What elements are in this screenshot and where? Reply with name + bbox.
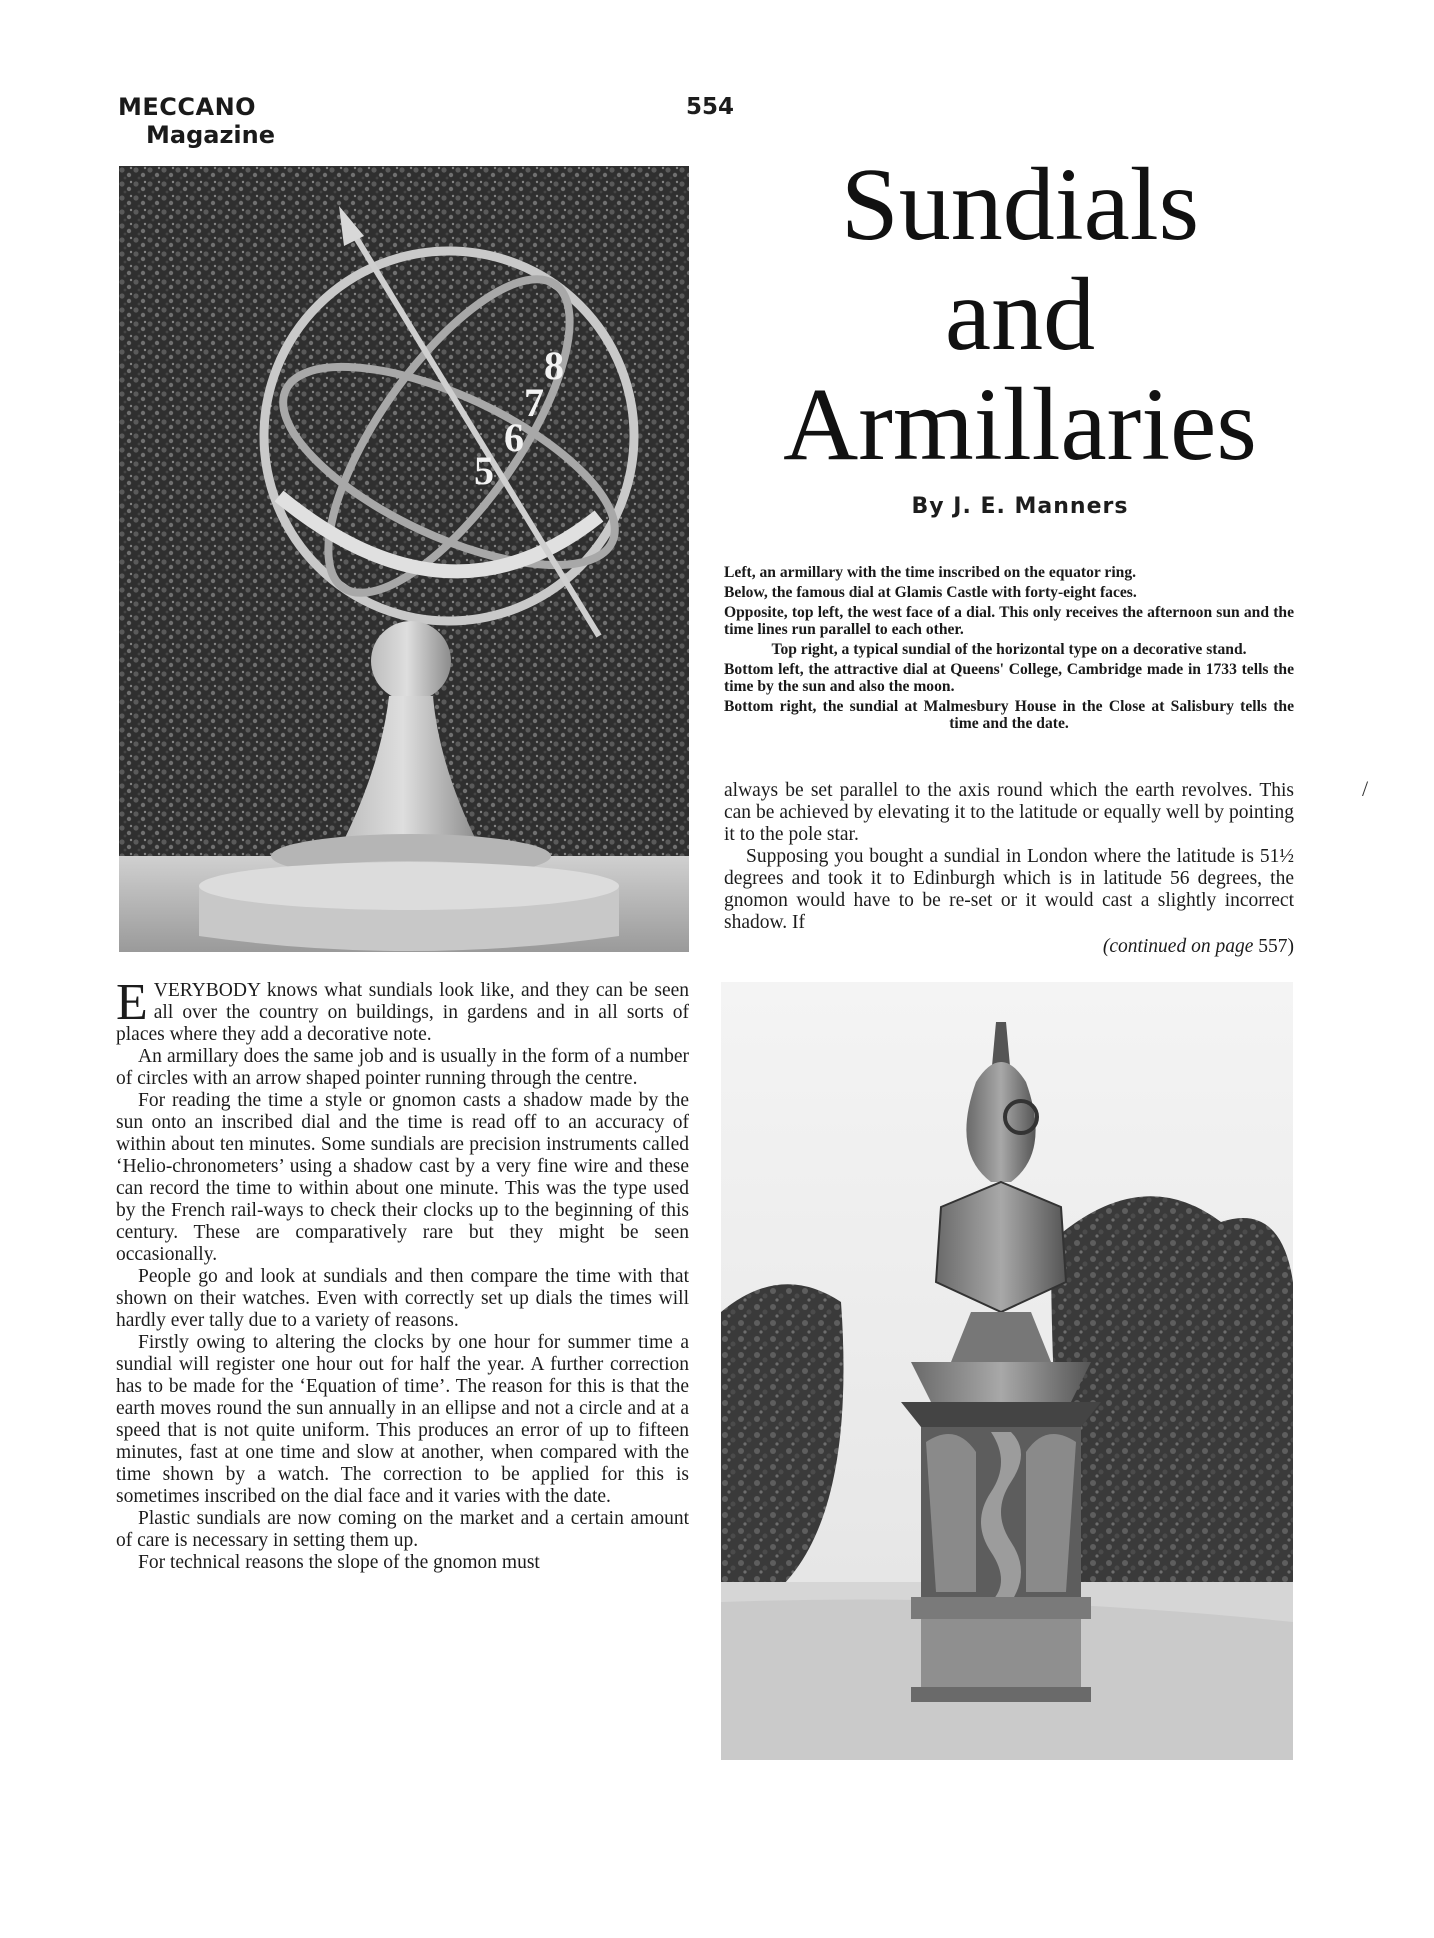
body-paragraph: Firstly owing to altering the clocks by one hour for summer time a sundial will register one hour out for half the year. A further correction has to be made for the ‘Equation of time’. The reason for this is that the earth moves round the sun annually in an ellipse and not a circle and at a speed that is not quite uniform. This produces an error of up to fifteen minutes, fast at one time and slow at another, when compared with the time shown by a watch. The correction to be applied for this is sometimes inscribed on the dial face and it varies with the date. [116,1332,689,1507]
margin-mark: / [1362,776,1369,801]
caption-line: Below, the famous dial at Glamis Castle with forty-eight faces. [724,584,1137,601]
drop-cap: E [116,974,148,1031]
body-paragraph [116,974,689,1046]
body-paragraph: People go and look at sundials and then compare the time with that shown on their watches. Even with correctly set up dials the times will hardly ever tally due to a variety of reasons. [116,1266,689,1331]
caption-line: Bottom left, the attractive dial at Queens' College, Cambridge made in 1733 tells the time by the sun and also the moon. [724,661,1294,695]
article-body-left-column [116,974,689,1574]
paragraph-text: VERYBODY knows what sundials look like, and they can be seen all over the country on buildings, in gardens and in all sorts of places where they add a decorative note. [116,980,689,1045]
continued-page: 557) [1258,936,1294,957]
ring-number: 6 [504,415,524,460]
title-line: Armillaries [783,367,1257,482]
continued-note [724,936,1294,958]
title-line: Sundials [840,147,1200,262]
body-paragraph: Supposing you bought a sundial in London where the latitude is 51½ degrees and took it to Edinburgh which is in latitude 56 degrees, the gnomon would have to be re-set or it would cast a slightly incorrect shadow. If [724,846,1294,933]
article-body-right-column [724,780,1294,958]
body-paragraph: Plastic sundials are now coming on the market and a certain amount of care is necessary in setting them up. [116,1508,689,1551]
glamis-dial-photo [721,982,1293,1760]
ring-number: 8 [544,343,564,388]
ring-number: 5 [474,448,494,493]
caption-line: Bottom right, the sundial at Malmesbury House in the Close at Salisbury tells the time and the date. [724,698,1294,732]
body-paragraph: An armillary does the same job and is usually in the form of a number of circles with an arrow shaped pointer running through the centre. [116,1046,689,1089]
article-title [740,147,1300,482]
continued-text: (continued on page [1102,936,1254,957]
masthead [118,93,275,149]
body-paragraph: For technical reasons the slope of the gnomon must [138,1552,540,1573]
byline: By J. E. Manners [911,494,1129,519]
armillary-photo [119,166,689,952]
caption-line: Opposite, top left, the west face of a dial. This only receives the afternoon sun and the time lines run parallel to each other. [724,604,1294,638]
masthead-subtitle: Magazine [146,121,276,149]
title-line: and [944,257,1096,372]
caption-line: Top right, a typical sundial of the horizontal type on a decorative stand. [771,641,1247,658]
page-number: 554 [686,94,735,120]
photo-caption [724,564,1294,735]
armillary-illustration [119,166,689,952]
ring-number: 7 [524,380,544,425]
body-paragraph: For reading the time a style or gnomon casts a shadow made by the sun onto an inscribed dial and the time is read off to an accuracy of within about ten minutes. Some sundials are precision instruments called ‘Helio-chronometers’ using a shadow cast by a very fine wire and these can record the time to within about one minute. This was the type used by the French rail-ways to check their clocks up to the beginning of this century. These are comparatively rare but they might be seen occasionally. [116,1090,689,1265]
masthead-title: MECCANO [118,93,257,121]
glamis-illustration [721,982,1293,1760]
body-paragraph: always be set parallel to the axis round which the earth revolves. This can be achieved by elevating it to the latitude or equally well by pointing it to the pole star. [724,780,1294,845]
caption-line: Left, an armillary with the time inscribed on the equator ring. [724,564,1137,581]
